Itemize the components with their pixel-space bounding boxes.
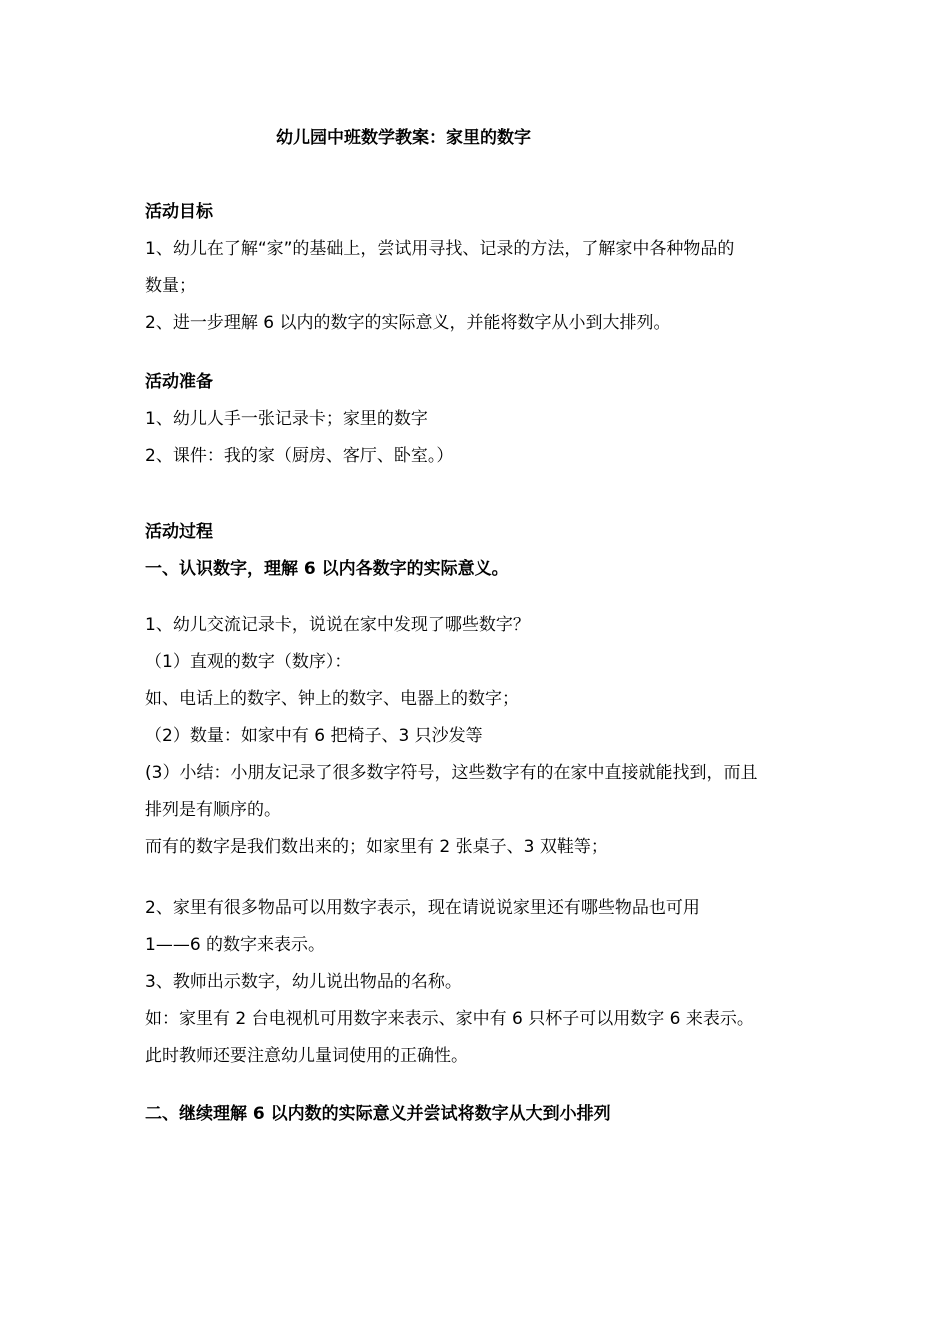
process-paragraph-1: 1、幼儿交流记录卡，说说在家中发现了哪些数字？ [145,615,530,635]
goal-item-2: 2、进一步理解 6 以内的数字的实际意义，并能将数字从小到大排列。 [145,313,671,333]
preparation-item-1: 1、幼儿人手一张记录卡；家里的数字 [145,409,428,429]
process-part-1-heading: 一、认识数字，理解 6 以内各数字的实际意义。 [145,559,509,579]
process-paragraph-1-a-example: 如、电话上的数字、钟上的数字、电器上的数字； [145,689,519,709]
process-paragraph-1-c-line-1: (3）小结：小朋友记录了很多数字符号，这些数字有的在家中直接就能找到，而且 [145,763,758,783]
document-title: 幼儿园中班数学教案：家里的数字 [276,128,531,148]
process-part-2-heading: 二、继续理解 6 以内数的实际意义并尝试将数字从大到小排列 [145,1104,611,1124]
process-paragraph-3: 3、教师出示数字，幼儿说出物品的名称。 [145,972,462,992]
goals-heading: 活动目标 [145,202,213,222]
goal-item-1-line-1: 1、幼儿在了解“家”的基础上，尝试用寻找、记录的方法，了解家中各种物品的 [145,239,735,259]
process-paragraph-3-example: 如：家里有 2 台电视机可用数字来表示、家中有 6 只杯子可以用数字 6 来表示。 [145,1009,754,1029]
process-heading: 活动过程 [145,522,213,542]
process-paragraph-1-c-line-2: 排列是有顺序的。 [145,800,281,820]
goal-item-1-line-2: 数量； [145,276,196,296]
process-paragraph-1-b: （2）数量：如家中有 6 把椅子、3 只沙发等 [145,726,483,746]
process-paragraph-2-line-2: 1——6 的数字来表示。 [145,935,326,955]
process-paragraph-2-line-1: 2、家里有很多物品可以用数字表示，现在请说说家里还有哪些物品也可用 [145,898,700,918]
process-paragraph-3-note: 此时教师还要注意幼儿量词使用的正确性。 [145,1046,468,1066]
process-paragraph-1-a: （1）直观的数字（数序）： [145,652,352,672]
process-paragraph-1-c-line-3: 而有的数字是我们数出来的；如家里有 2 张桌子、3 双鞋等； [145,837,608,857]
preparation-heading: 活动准备 [145,372,213,392]
preparation-item-2: 2、课件：我的家（厨房、客厅、卧室。） [145,446,454,466]
